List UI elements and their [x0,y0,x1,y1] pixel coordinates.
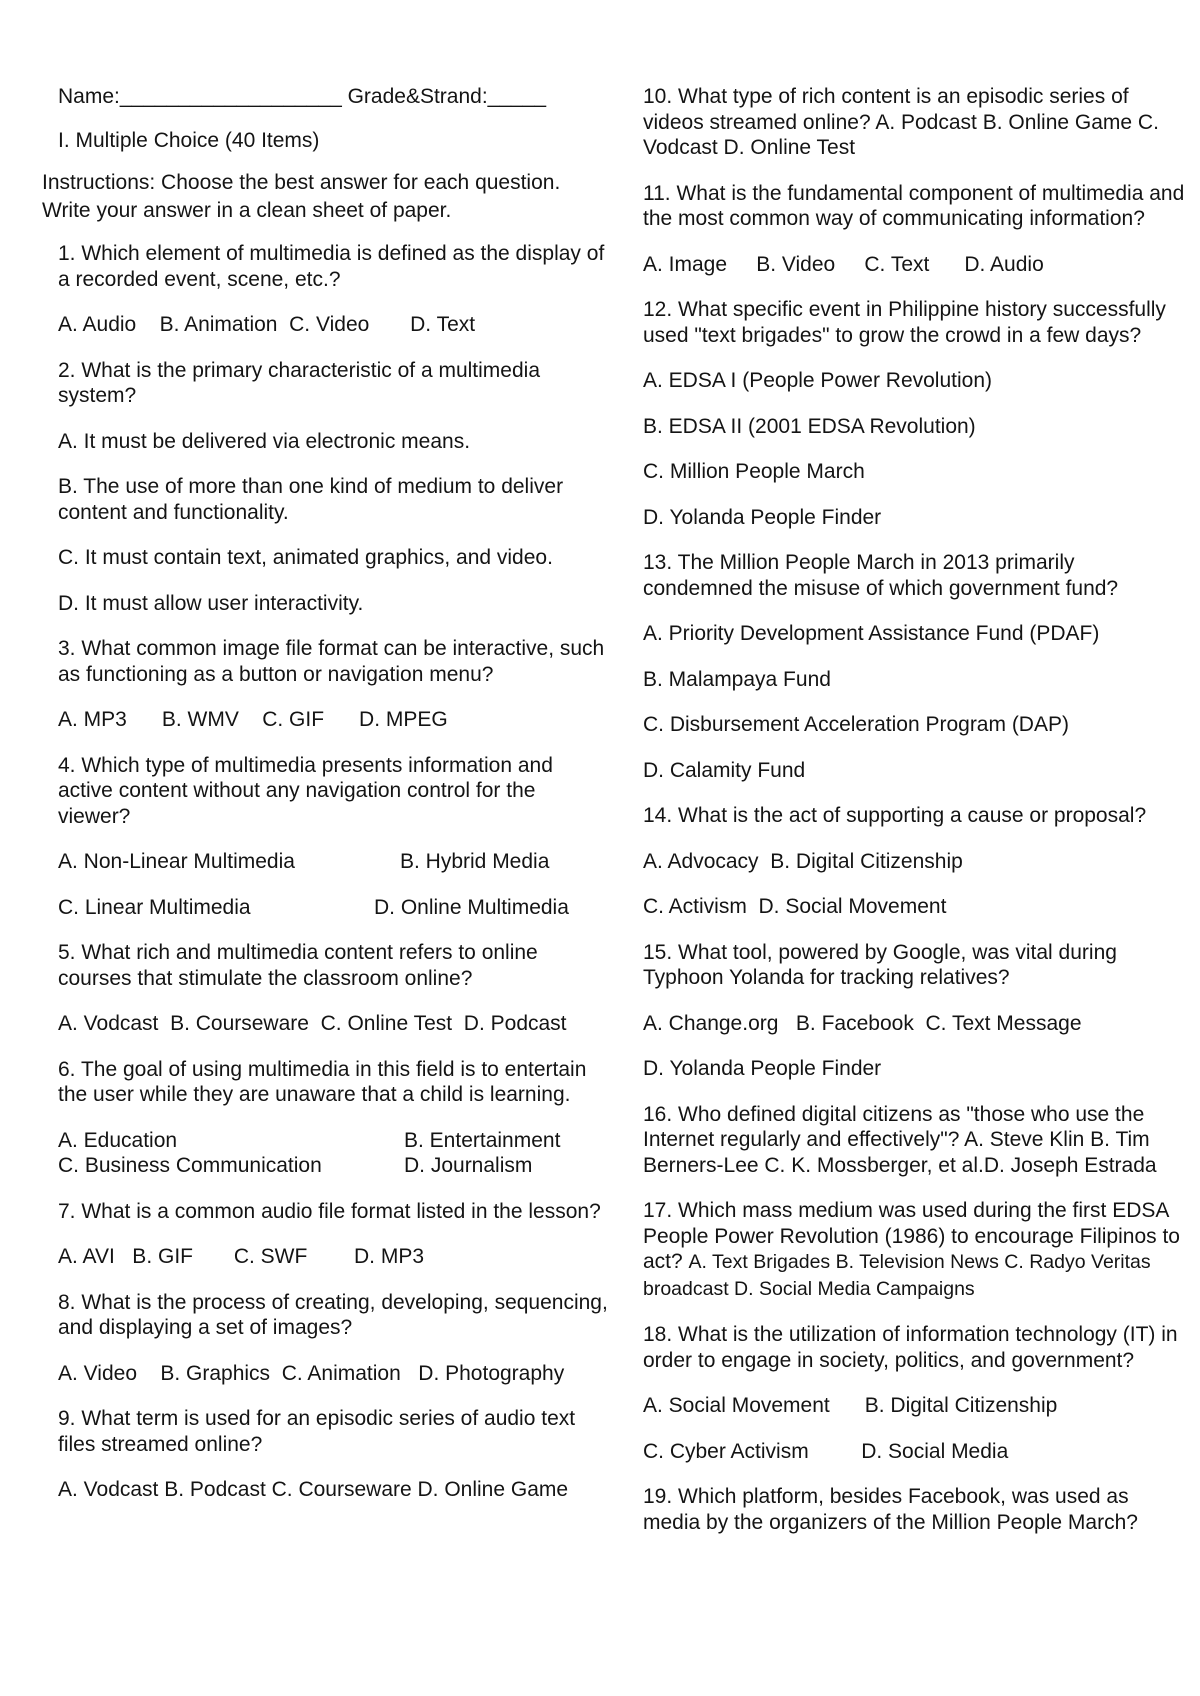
question-19 [643,1484,1188,1535]
question-stem: 18. What is the utilization of information technology (IT) in order to engage in society, politics, and government? [643,1323,1178,1372]
question-stem: 14. What is the act of supporting a cause or proposal? [643,804,1147,827]
option-d: D. Journalism [404,1154,533,1177]
options-row-1: A. Advocacy B. Digital Citizenship [643,849,963,873]
question-13 [643,550,1188,783]
answer-options: A. Audio B. Animation C. Video D. Text [58,313,476,336]
option-c: C. Linear Multimedia [58,895,251,919]
answer-options: A. Image B. Video C. Text D. Audio [643,252,1044,276]
question-15 [643,940,1188,1082]
options-row-2: C. Cyber Activism D. Social Media [643,1439,1009,1463]
question-12 [643,297,1188,530]
question-stem: 3. What common image file format can be interactive, such as functioning as a button or navigation menu? [58,637,605,686]
question-3 [42,636,612,733]
option-c: C. Million People March [643,460,865,483]
question-stem: 15. What tool, powered by Google, was vital during Typhoon Yolanda for tracking relatives? [643,940,1117,989]
instructions: Instructions: Choose the best answer for each question. Write your answer in a clean sheet of paper. [42,171,561,222]
option-a: A. EDSA I (People Power Revolution) [643,369,993,392]
option-b: B. Hybrid Media [400,850,550,873]
section-title: I. Multiple Choice (40 Items) [58,128,320,152]
question-stem: 19. Which platform, besides Facebook, was used as media by the organizers of the Million People March? [643,1485,1138,1534]
option-b: B. The use of more than one kind of medium to deliver content and functionality. [58,475,564,524]
question-2 [42,358,612,617]
question-17 [643,1198,1188,1302]
option-a: A. Priority Development Assistance Fund (PDAF) [643,622,1100,645]
question-6 [42,1057,612,1179]
question-4 [42,753,612,921]
question-stem: 11. What is the fundamental component of multimedia and the most common way of communicating information? [643,181,1185,230]
options-block [58,1128,612,1179]
option-d: D. Calamity Fund [643,758,806,782]
question-stem: 17. Which mass medium was used during the first EDSA People Power Revolution (1986) to encourage Filipinos to act? [643,1199,1180,1273]
options-row-2: C. Activism D. Social Movement [643,895,947,918]
question-stem: 16. Who defined digital citizens as "those who use the Internet regularly and effectively"? A. Steve Klin B. Tim Berners-Lee C. K. Mossberger, et al.D. Joseph Estrada [643,1102,1157,1177]
option-b: B. Entertainment [404,1128,561,1152]
right-column [643,84,1188,1555]
option-d: D. Yolanda People Finder [643,505,882,529]
question-7 [42,1199,612,1270]
option-c: C. Business Communication [58,1154,322,1177]
answer-options: A. Video B. Graphics C. Animation D. Photography [58,1361,565,1385]
options-row-2 [58,895,612,921]
option-d: D. Yolanda People Finder [643,1057,882,1080]
question-16 [643,1102,1188,1179]
options-row-1: A. Social Movement B. Digital Citizenship [643,1394,1058,1417]
question-stem: 6. The goal of using multimedia in this field is to entertain the user while they are unaware that a child is learning. [58,1057,587,1106]
option-a: A. Education [58,1128,178,1152]
question-10 [643,84,1188,161]
question-stem: 13. The Million People March in 2013 primarily condemned the misuse of which government fund? [643,551,1119,600]
question-8 [42,1290,612,1387]
answer-options: A. Vodcast B. Courseware C. Online Test D. Podcast [58,1012,567,1035]
question-stem: 10. What type of rich content is an episodic series of videos streamed online? A. Podcast B. Online Game C. Vodcast D. Online Test [643,85,1159,159]
name-grade-line: Name:___________________ Grade&Strand:_____ [58,85,547,108]
options-row-1 [58,849,612,875]
option-a: A. It must be delivered via electronic means. [58,429,471,453]
option-c: C. Disbursement Acceleration Program (DAP) [643,713,1069,736]
question-9 [42,1406,612,1503]
question-stem: 2. What is the primary characteristic of a multimedia system? [58,358,540,407]
question-stem: 9. What term is used for an episodic series of audio text files streamed online? [58,1407,576,1456]
left-column [42,84,612,1523]
question-11 [643,181,1188,278]
option-c: C. It must contain text, animated graphics, and video. [58,546,553,569]
options-row-1: A. Change.org B. Facebook C. Text Message [643,1011,1082,1035]
option-b: B. Malampaya Fund [643,667,831,691]
question-stem: 12. What specific event in Philippine history successfully used "text brigades" to grow the crowd in a few days? [643,298,1166,347]
question-5 [42,940,612,1037]
answer-options: A. Text Brigades B. Television News C. Radyo Veritas broadcast D. Social Media Campaigns [643,1251,1151,1300]
answer-options: A. AVI B. GIF C. SWF D. MP3 [58,1245,425,1268]
option-a: A. Non-Linear Multimedia [58,850,295,873]
answer-options: A. Vodcast B. Podcast C. Courseware D. Online Game [58,1478,569,1501]
question-14 [643,803,1188,920]
options-row-1 [58,1128,612,1154]
question-stem: 7. What is a common audio file format listed in the lesson? [58,1199,601,1223]
question-block [643,1198,1188,1302]
question-18 [643,1322,1188,1464]
option-b: B. EDSA II (2001 EDSA Revolution) [643,414,976,438]
question-stem: 1. Which element of multimedia is defined as the display of a recorded event, scene, etc.? [58,242,605,291]
options-row-2 [58,1153,612,1179]
question-stem: 4. Which type of multimedia presents information and active content without any navigation control for the viewer? [58,753,553,828]
answer-options: A. MP3 B. WMV C. GIF D. MPEG [58,708,448,731]
question-stem: 5. What rich and multimedia content refers to online courses that stimulate the classroom online? [58,941,538,990]
option-d: D. It must allow user interactivity. [58,591,364,615]
question-stem: 8. What is the process of creating, developing, sequencing, and displaying a set of images? [58,1290,608,1339]
question-1 [42,241,612,338]
option-d: D. Online Multimedia [374,895,569,919]
